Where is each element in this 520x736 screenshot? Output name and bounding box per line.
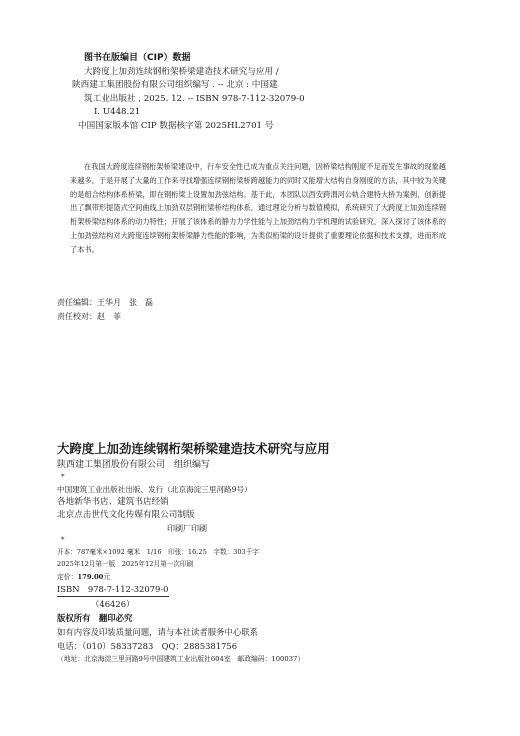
editors-block (57, 296, 153, 324)
distributor-line: 各地新华书店、建筑书店经销 (57, 497, 169, 507)
responsible-proofreader: 责任校对：赵 菲 (57, 312, 121, 321)
imprint-block (57, 440, 477, 666)
isbn-line: ISBN 978-7-112-32079-0 (57, 583, 169, 597)
format-specs: 开本：787毫米×1092 毫米 1/16 印张：16.25 字数：303千字 (57, 548, 259, 556)
edition-line: 2025年12月第一版 2025年12月第一次印刷 (57, 560, 194, 569)
cip-record (72, 66, 464, 134)
cip-line-1: 大跨度上加劲连续钢桁架桥梁建造技术研究与应用 / (84, 66, 279, 77)
price-value: 179.00 (77, 572, 104, 581)
separator-star: * (61, 536, 65, 544)
quality-notice: 如有内容及印装质量问题，请与本社读者服务中心联系 (57, 626, 258, 637)
cip-classification: Ⅰ. U448.21 (94, 107, 141, 118)
cip-line-3: 筑工业出版社 , 2025. 12. -- ISBN 978-7-112-32079-0 (84, 93, 305, 104)
cip-block (72, 52, 464, 134)
rights-notice: 版权所有 翻印必究 (57, 612, 133, 623)
cip-line-2: 陕西建工集团股份有限公司组织编写 . -- 北京 : 中国建 (72, 80, 278, 91)
printer-line: 印刷厂印刷 (167, 524, 207, 533)
publisher-line: 中国建筑工业出版社出版、发行（北京海淀三里河路9号） (57, 485, 252, 494)
abstract-paragraph: 在我国大跨度连续钢桁架桥梁建设中，行车安全性已成为重点关注问题，因桥梁结构刚度不足而发生事故的现象越来越多。于是开展了大量的工作来寻找增强连续钢桁梁桥跨越能力的同时又能增大结构自身刚度的方法，其中较为关键的是组合结构体系桥梁，即在钢桁梁上设置加劲弦结构。基于此，本团队以西安跨渭河公轨合建特大桥为案例，创新提出了飘带形提篮式空间曲线上加劲双层钢桁梁桥结构体系，通过理论分析与数值模拟，系统研究了大跨度上加劲连续钢桁架桥梁结构体系的动力特性；开展了该体系的静力力学性能与上加劲结构力学机理的试验研究，深入探讨了该体系的上加劲弦结构对大跨度连续钢桁架桥梁静力性能的影响，为类似桁梁的设计提供了重要理论依据和技术支撑，进而形成了本书。 (70, 162, 446, 254)
separator-star: * (61, 473, 65, 481)
cip-heading: 图书在版编目（CIP）数据 (84, 53, 191, 63)
contact-phone: 电话：（010）58337283 QQ：2885381756 (57, 640, 238, 651)
typesetter-line: 北京点击世代文化传媒有限公司制版 (57, 510, 195, 520)
price-unit: 元 (103, 572, 111, 581)
book-code: （46426） (91, 598, 135, 609)
cip-number: 中国国家版本馆 CIP 数据核字第 2025HL2701 号 (78, 120, 274, 131)
book-title: 大跨度上加劲连续钢桁架桥梁建造技术研究与应用 (57, 441, 330, 456)
responsible-editor: 责任编辑：王华月 张 磊 (57, 298, 153, 307)
price-label: 定价： (57, 572, 78, 581)
contact-address: （地址：北京海淀三里河路9号中国建筑工业出版社604室 邮政编码：100037） (57, 654, 305, 663)
price-line (57, 571, 477, 583)
book-author: 陕西建工集团股份有限公司 组织编写 (57, 460, 211, 470)
